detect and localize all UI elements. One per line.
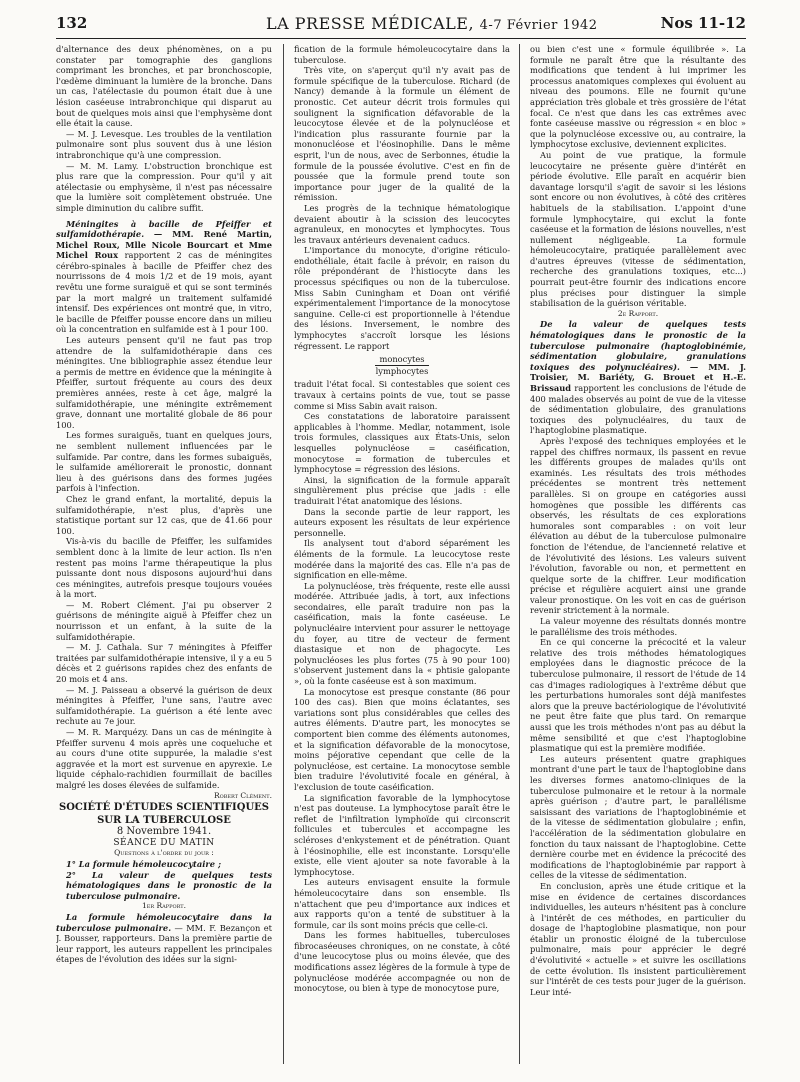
session-heading: SÉANCE DU MATIN bbox=[113, 837, 215, 848]
article-title: La formule hémoleucocytaire dans la tuberculose pulmonaire. bbox=[56, 911, 272, 933]
society-heading: SOCIÉTÉ D'ÉTUDES SCIENTIFIQUES SUR LA TUBERCULOSE bbox=[58, 802, 270, 827]
paragraph: Les formes suraiguës, tuant en quelques jours, ne semblent nullement influencées par le sulfamide. Par contre, dans les formes subaiguës, le sulfamide améliorerait le pronostic, donnant lieu à des guérisons dans des formes jugées parfois à l'infection. bbox=[56, 430, 272, 494]
column-3 bbox=[530, 44, 746, 1070]
paragraph: Dans la seconde partie de leur rapport, les auteurs exposent les résultats de leur expérience personnelle. bbox=[294, 506, 510, 538]
paragraph: Les progrès de la technique hématologique devaient aboutir à la scission des leucocytes agranuleux, en monocytes et lymphocytes. Tous les travaux antérieurs devenaient caducs. bbox=[294, 202, 510, 245]
society-date: 8 Novembre 1941. bbox=[116, 826, 212, 838]
agenda-heading: Questions à l'ordre du jour : bbox=[114, 848, 214, 858]
paragraph: Les auteurs présentent quatre graphiques montrant d'une part le taux de l'haptoglobine dans les diverses formes anatomo-cliniques de la tuberculose pulmonaire et le retour à la normale après guérison ; d'autre part, le parallélisme saisissant des variations de l'haptoglobinémie et de la vitesse de sédimentation globulaire ; enfin, l'accélération de la sédimentation globulaire en fonction du taux naissant de l'haptoglobine. Cette dernière courbe met en évidence la précocité des modifications de l'haptoglobinémie par rapport à celles de la vitesse de sédimentation. bbox=[530, 753, 746, 881]
column-separator bbox=[283, 44, 284, 1064]
paragraph: Ces constatations de laboratoire paraissent applicables à l'homme. Medlar, notamment, isole trois formules, classiques aux États-Unis, selon lesquelles polynucléose = caséification, monocytose = formation de tubercules et lymphocytose = régression des lésions. bbox=[294, 411, 510, 475]
column-1 bbox=[56, 44, 272, 1070]
paragraph-meningites bbox=[56, 219, 272, 336]
paragraph: La polynucléose, très fréquente, reste elle aussi modérée. Attribuée jadis, à tort, aux infections secondaires, elle paraît traduire non pas la caséification, mais la fonte caséeuse. Le polynucléaire intervient pour assurer le nettoyage du foyer, au titre de vecteur de ferment diastasique et non de phagocyte. Les polynucléoses les plus fortes (75 à 90 pour 100) s'observent justement dans la « phtisie galopante », où la fonte caséeuse est à son maximum. bbox=[294, 580, 510, 687]
paragraph: Ainsi, la signification de la formule apparaît singulièrement plus précise que jadis : elle traduirait l'état anatomique des lésions. bbox=[294, 474, 510, 506]
paragraph: fication de la formule hémoleucocytaire dans la tuberculose. bbox=[294, 44, 510, 65]
article-title: De la valeur de quelques tests hématologiques dans le pronostic de la tuberculose pulmonaire (haptoglobinémie, sédimentation globulaire, granulations toxiques des polynucléaires). bbox=[530, 319, 746, 372]
paragraph: En ce qui concerne la précocité et la valeur relative des trois méthodes hématologiques employées dans le diagnostic précoce de la tuberculose pulmonaire, il ressort de l'étude de 14 cas d'images radiologiques à l'extrême début que les perturbations humorales sont déjà manifestes alors que la preuve bactériologique de l'évolutivité ne peut être faite que plus tard. On remarque aussi que les trois méthodes n'ont pas au début la même sensibilité et que c'est l'haptoglobine plasmatique qui est la première modifiée. bbox=[530, 637, 746, 754]
column-2 bbox=[294, 44, 510, 1070]
ratio-fraction bbox=[294, 354, 510, 376]
header-rule bbox=[56, 38, 746, 39]
issue-number: Nos 11-12 bbox=[660, 14, 746, 32]
issue-date: 4-7 Février 1942 bbox=[479, 18, 598, 33]
paragraph: Vis-à-vis du bacille de Pfeiffer, les sulfamides semblent donc à la limite de leur action. Ils n'en restent pas moins l'arme thérapeutique la plus puissante dont nous disposons aujourd'hui dans ces méningites, autrefois presque toujours vouées à la mort. bbox=[56, 536, 272, 600]
signature: Robert Clément. bbox=[213, 790, 272, 800]
article-title: Méningites à bacille de Pfeiffer et sulfamidothérapie. bbox=[56, 218, 272, 240]
paragraph: L'importance du monocyte, d'origine réticulo-endothéliale, était facile à prévoir, en raison du rôle prépondérant de l'histiocyte dans les processus spécifiques ou non de la tuberculose. Miss Sabin Cuningham et Doan ont vérifié expérimentalement l'importance de la monocytose sanguine. Celle-ci est proportionnelle à l'étendue des lésions. Inversement, le nombre des lymphocytes s'accroît lorsque les lésions régressent. Le rapport bbox=[294, 245, 510, 351]
paragraph: traduit l'état focal. Si contestables que soient ces travaux à certains points de vue, tout se passe comme si Miss Sabin avait raison. bbox=[294, 379, 510, 411]
paragraph: Après l'exposé des techniques employées et le rappel des chiffres normaux, ils passent en revue les différents groupes de malades qu'ils ont examinés. Les résultats des trois méthodes précédentes se montrent très nettement parallèles. Si on groupe en catégories aussi homogènes que possible les différents cas observés, les résultats de ces explorations humorales sont comparables : on voit leur élévation au début de la tuberculose pulmonaire fonction de l'étendue, de l'ancienneté relative et de l'évolutivité des lésions. Les valeurs suivent l'évolution, favorable ou non, et permettent en quelque sorte de la chiffrer. Leur modification précise et régulière acquiert ainsi une grande valeur pronostique. On les voit en cas de guérison revenir strictement à la normale. bbox=[530, 435, 746, 616]
fraction-denominator: lymphocytes bbox=[375, 365, 429, 376]
page-number: 132 bbox=[56, 14, 88, 32]
paragraph: — M. J. Levesque. Les troubles de la ventilation pulmonaire sont plus souvent dus à une lésion intrabronchique qu'à une compression. bbox=[56, 128, 272, 160]
rapport-heading: 1er Rapport. bbox=[141, 901, 187, 911]
article-body: rapportent les conclusions de l'étude de 400 malades observés au point de vue de la vitesse de sédimentation globulaire, des granulations toxiques des polynucléaires, du taux de l'haptoglobine plasmatique. bbox=[530, 383, 746, 436]
column-separator bbox=[519, 44, 520, 1064]
article-authors: — MM. René Martin, Michel Roux, Mlle Nicole Bourcart et Mme Michel Roux bbox=[56, 229, 272, 261]
paragraph: Très vite, on s'aperçut qu'il n'y avait pas de formule spécifique de la tuberculose. Richard (de Nancy) demande à la formule un élément de pronostic. Cet auteur décrit trois formules qui soulignent la signification défavorable de la leucocytose élevée et de la polynucléose et l'indication plus rassurante fournie par la mononucléose et l'éosinophilie. Dans le même esprit, l'un de nous, avec de Serbonnes, étudie la formule de la poussée évolutive. C'est en fin de poussée que la formule prend toute son importance pour juger de la qualité de la rémission. bbox=[294, 65, 510, 203]
article-body: — MM. F. Bezançon et J. Bousser, rapporteurs. Dans la première partie de leur rapport, les auteurs rappellent les principales étapes de l'évolution des idées sur la signi- bbox=[56, 922, 272, 965]
paragraph: En conclusion, après une étude critique et la mise en évidence de certaines discordances individuelles, les auteurs n'hésitent pas à conclure à l'intérêt de ces méthodes, en particulier du dosage de l'haptoglobine plasmatique, non pour établir un pronostic éloigné de la tuberculose pulmonaire, mais pour apprécier le degré d'évolutivité « actuelle » et suivre les oscillations de cette évolution. Ils insistent particulièrement sur l'intérêt de ces tests pour juger de la guérison. Leur inté- bbox=[530, 880, 746, 997]
fraction-numerator: monocytes bbox=[375, 354, 428, 366]
paragraph: — M. J. Paisseau a observé la guérison de deux méningites à Pfeiffer, l'une sans, l'autre avec sulfamidothérapie. La guérison a été lente avec rechute au 7e jour. bbox=[56, 684, 272, 727]
journal-name: LA PRESSE MÉDICALE, bbox=[266, 14, 475, 33]
paragraph: — M. J. Cathala. Sur 7 méningites à Pfeiffer traitées par sulfamidothérapie intensive, il y a eu 5 décès et 2 guérisons rapides chez des enfants de 20 mois et 4 ans. bbox=[56, 642, 272, 685]
paragraph: Chez le grand enfant, la mortalité, depuis la sulfamidothérapie, n'est plus, d'après une statistique portant sur 12 cas, que de 41.66 pour 100. bbox=[56, 493, 272, 536]
paragraph: — M. Robert Clément. J'ai pu observer 2 guérisons de méningite aiguë à Pfeiffer chez un nourrisson et un enfant, à la suite de la sulfamidothérapie. bbox=[56, 599, 272, 642]
paragraph: Les auteurs pensent qu'il ne faut pas trop attendre de la sulfamidothérapie dans ces méningites. Une bibliographie assez étendue leur a permis de mettre en évidence que la méningite à Pfeiffer, surtout fréquente au cours des deux premières années, reste à cet âge, malgré la sulfamidothérapie, une méningite extrêmement grave, donnant une mortalité globale de 86 pour 100. bbox=[56, 335, 272, 430]
page-header bbox=[56, 14, 746, 36]
agenda-question: 1° La formule hémoleucocytaire ; bbox=[66, 858, 222, 869]
paragraph: La valeur moyenne des résultats donnés montre le parallélisme des trois méthodes. bbox=[530, 616, 746, 637]
paragraph: La monocytose est presque constante (86 pour 100 des cas). Bien que moins éclatantes, ses variations sont plus considérables que celles des autres éléments. D'autre part, les monocytes se comportent bien comme des éléments autonomes, et la signification défavorable de la monocytose, moins péjorative cependant que celle de la polynucléose, est certaine. La monocytose semble bien traduire l'évolutivité focale en général, à l'exclusion de toute caséification. bbox=[294, 686, 510, 792]
agenda-question: 2° La valeur de quelques tests hématologiques dans le pronostic de la tuberculose pulmonaire. bbox=[66, 869, 272, 901]
journal-title bbox=[266, 14, 598, 33]
paragraph: — M. M. Lamy. L'obstruction bronchique est plus rare que la compression. Pour qu'il y ait atélectasie ou emphysème, il n'est pas nécessaire que la lumière soit complètement obstruée. Une simple diminution du calibre suffit. bbox=[56, 160, 272, 213]
paragraph: — M. R. Marquézy. Dans un cas de méningite à Pfeiffer survenu 4 mois après une coqueluche et au cours d'une otite suppurée, la maladie s'est aggravée et la mort est survenue en apyrexie. Le liquide céphalo-rachidien fourmillait de bacilles malgré les doses élevées de sulfamide. bbox=[56, 727, 272, 790]
paragraph: Au point de vue pratique, la formule leucocytaire ne présente guère d'intérêt en période évolutive. Elle paraît en acquérir bien davantage lorsqu'il s'agit de savoir si les lésions sont encore ou non évolutives, à côté des critères habituels de la stabilisation. L'appoint d'une formule lymphocytaire, qui exclut la fonte caséeuse et la formation de lésions nouvelles, n'est nullement négligeable. La formule hémoleucocytaire, pratiquée parallèlement avec d'autres épreuves (vitesse de sédimentation, recherche des granulations toxiques, etc...) pourrait peut-être fournir des indications encore plus précises pour distinguer la simple stabilisation de la guérison véritable. bbox=[530, 149, 746, 309]
paragraph: La signification favorable de la lymphocytose n'est pas douteuse. La lymphocytose paraît être le reflet de l'infiltration lymphoïde qui circonscrit follicules et tubercules et accompagne les scléroses d'enkystement et de pénétration. Quant à l'éosinophilie, elle est inconstante. Lorsqu'elle existe, elle vient ajouter sa note favorable à la lymphocytose. bbox=[294, 792, 510, 877]
paragraph: Dans les formes habituelles, tuberculoses fibrocaséeuses chroniques, on ne constate, à côté d'une leucocytose plus ou moins élevée, que des modifications assez légères de la formule à type de polynucléose modérée accompagnée ou non de monocytose, ou bien à type de monocytose pure, bbox=[294, 930, 510, 994]
paragraph-rapport-1 bbox=[56, 912, 272, 965]
article-authors: — MM. J. Troisier, M. Bariéty, G. Brouet et H.-E. Brissaud bbox=[530, 361, 746, 393]
paragraph: Les auteurs envisagent ensuite la formule hémoleucocytaire dans son ensemble. Ils n'attachent que peu d'importance aux indices et aux rapports qu'on a tenté de substituer à la formule, car ils sont moins précis que celle-ci. bbox=[294, 877, 510, 930]
article-body: rapportent 2 cas de méningites cérébro-spinales à bacille de Pfeiffer chez des nourrissons de 4 mois 1/2 et de 19 mois, ayant revêtu une forme suraiguë et qui se sont terminés par la mort malgré un traitement sulfamidé intensif. Des expériences ont montré que, in vitro, le bacille de Pfeiffer pousse encore dans un milieu où la concentration en sulfamide est à 1 pour 100. bbox=[56, 250, 272, 335]
paragraph: Ils analysent tout d'abord séparément les éléments de la formule. La leucocytose reste modérée dans la majorité des cas. Elle n'a pas de signification en elle-même. bbox=[294, 538, 510, 581]
paragraph: ou bien c'est une « formule équilibrée ». La formule ne paraît être que la résultante des modifications que tendent à lui imprimer les processus anatomiques complexes qui évoluent au niveau des poumons. Elle ne fournit qu'une appréciation très globale et très grossière de l'état focal. Ce n'est que dans les cas extrêmes avec fonte caséeuse massive ou régression « en bloc » que la polynucléose excessive ou, au contraire, la lymphocytose exclusive, deviennent explicites. bbox=[530, 44, 746, 150]
paragraph: d'alternance des deux phénomènes, on a pu constater par tomographie des ganglions comprimant les bronches, et par bronchoscopie, l'œdème diminuant la lumière de la bronche. Dans un cas, l'atélectasie du poumon était due à une lésion caséeuse intrabronchique qui disparut au bout de quelques mois ainsi que l'emphysème dont elle était la cause. bbox=[56, 44, 272, 129]
rapport-heading: 2e Rapport. bbox=[617, 308, 659, 318]
paragraph-rapport-2 bbox=[530, 319, 746, 436]
